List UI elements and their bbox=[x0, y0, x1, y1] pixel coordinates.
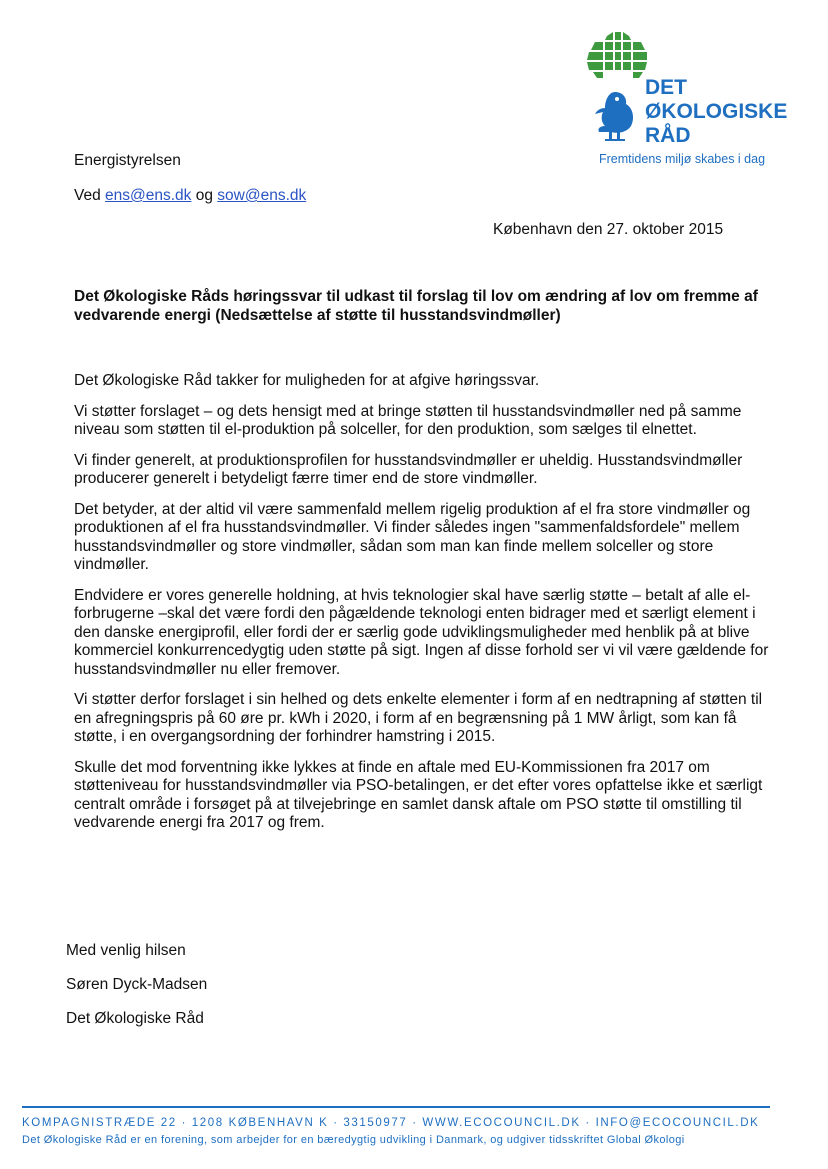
signer-organization: Det Økologiske Råd bbox=[66, 1010, 204, 1027]
logo-name-line-1: DET bbox=[645, 76, 687, 99]
recipient: Energistyrelsen bbox=[74, 152, 181, 169]
paragraph: Endvidere er vores generelle holdning, at hvis teknologier skal have særlig støtte – betalt af alle el-forbrugerne –skal det være fordi den pågældende teknologi enten bidrager med et særligt element i den danske energiprofil, eller fordi der er særlig gode udviklingsmuligheder med henblik på at blive kommerciel konkurrencedygtig uden støtte på sigt. Ingen af disse forhold ser vi vil være gældende for husstandsvindmøller nu eller fremover. bbox=[74, 586, 769, 678]
paragraph: Det betyder, at der altid vil være sammenfald mellem rigelig produktion af el fra store vindmøller og produktionen af el fra husstandsvindmøller. Vi finder således ingen "sammenfaldsfordele" mellem husstandsvindmøller og store vindmøller, sådan som man kan finde mellem solceller og store vindmøller. bbox=[74, 500, 751, 573]
logo-name-line-3: RÅD bbox=[645, 124, 691, 147]
logo-name-line-2: ØKOLOGISKE bbox=[645, 100, 788, 123]
closing-greeting: Med venlig hilsen bbox=[66, 942, 186, 959]
attention-line bbox=[74, 187, 306, 205]
paragraph: Skulle det mod forventning ikke lykkes at finde en aftale med EU-Kommissionen fra 2017 om støtteniveau for husstandsvindmøller via PSO-betalingen, er det efter vores opfattelse ikke et særligt centralt område i forsøget på at tilvejebringe en samlet dansk aftale om PSO støtte til omstilling til vedvarende energi fra 2017 og frem. bbox=[74, 758, 763, 831]
organization-logo bbox=[585, 30, 790, 170]
paragraph: Det Økologiske Råd takker for muligheden for at afgive høringssvar. bbox=[74, 372, 540, 389]
email-link-sow[interactable]: sow@ens.dk bbox=[217, 187, 307, 204]
paragraph: Vi støtter derfor forslaget i sin helhed og dets enkelte elementer i form af en nedtrapning af støtten til en afregningspris på 60 øre pr. kWh i 2020, i form af en begrænsning på 1 MW årligt, som kan få støtte, i en overgangsordning der forhindrer hamstring i 2015. bbox=[74, 691, 763, 745]
paragraph: Vi finder generelt, at produktionsprofilen for husstandsvindmøller er uheldig. Husstandsvindmøller producerer generelt i betydeligt færre timer end de store vindmøller. bbox=[74, 451, 743, 487]
logo-tagline: Fremtidens miljø skabes i dag bbox=[599, 152, 766, 166]
email-link-ens[interactable]: ens@ens.dk bbox=[105, 187, 192, 204]
organization-name bbox=[645, 76, 787, 148]
bird-icon bbox=[593, 88, 643, 144]
footer-divider bbox=[22, 1106, 770, 1108]
globe-icon bbox=[585, 30, 649, 90]
attention-joiner: og bbox=[191, 187, 218, 204]
letter-body bbox=[74, 372, 774, 845]
footer-description: Det Økologiske Råd er en forening, som arbejder for en bæredygtig udvikling i Danmark, og udgiver tidsskriftet Global Økologi bbox=[22, 1134, 685, 1146]
letter-subject: Det Økologiske Råds høringssvar til udkast til forslag til lov om ændring af lov om fremme af vedvarende energi (Nedsættelse af støtte til husstandsvindmøller) bbox=[74, 288, 758, 324]
signer-name: Søren Dyck-Madsen bbox=[66, 976, 208, 993]
attention-prefix: Ved bbox=[74, 187, 106, 204]
letter-date: København den 27. oktober 2015 bbox=[493, 221, 724, 238]
paragraph: Vi støtter forslaget – og dets hensigt med at bringe støtten til husstandsvindmøller ned på samme niveau som støtten til el-produktion på solceller, for den produktion, som sælges til elnettet. bbox=[74, 402, 742, 438]
footer-contact: KOMPAGNISTRÆDE 22 · 1208 KØBENHAVN K · 33150977 · WWW.ECOCOUNCIL.DK · INFO@ECOCOUNCIL.DK bbox=[22, 1117, 760, 1129]
